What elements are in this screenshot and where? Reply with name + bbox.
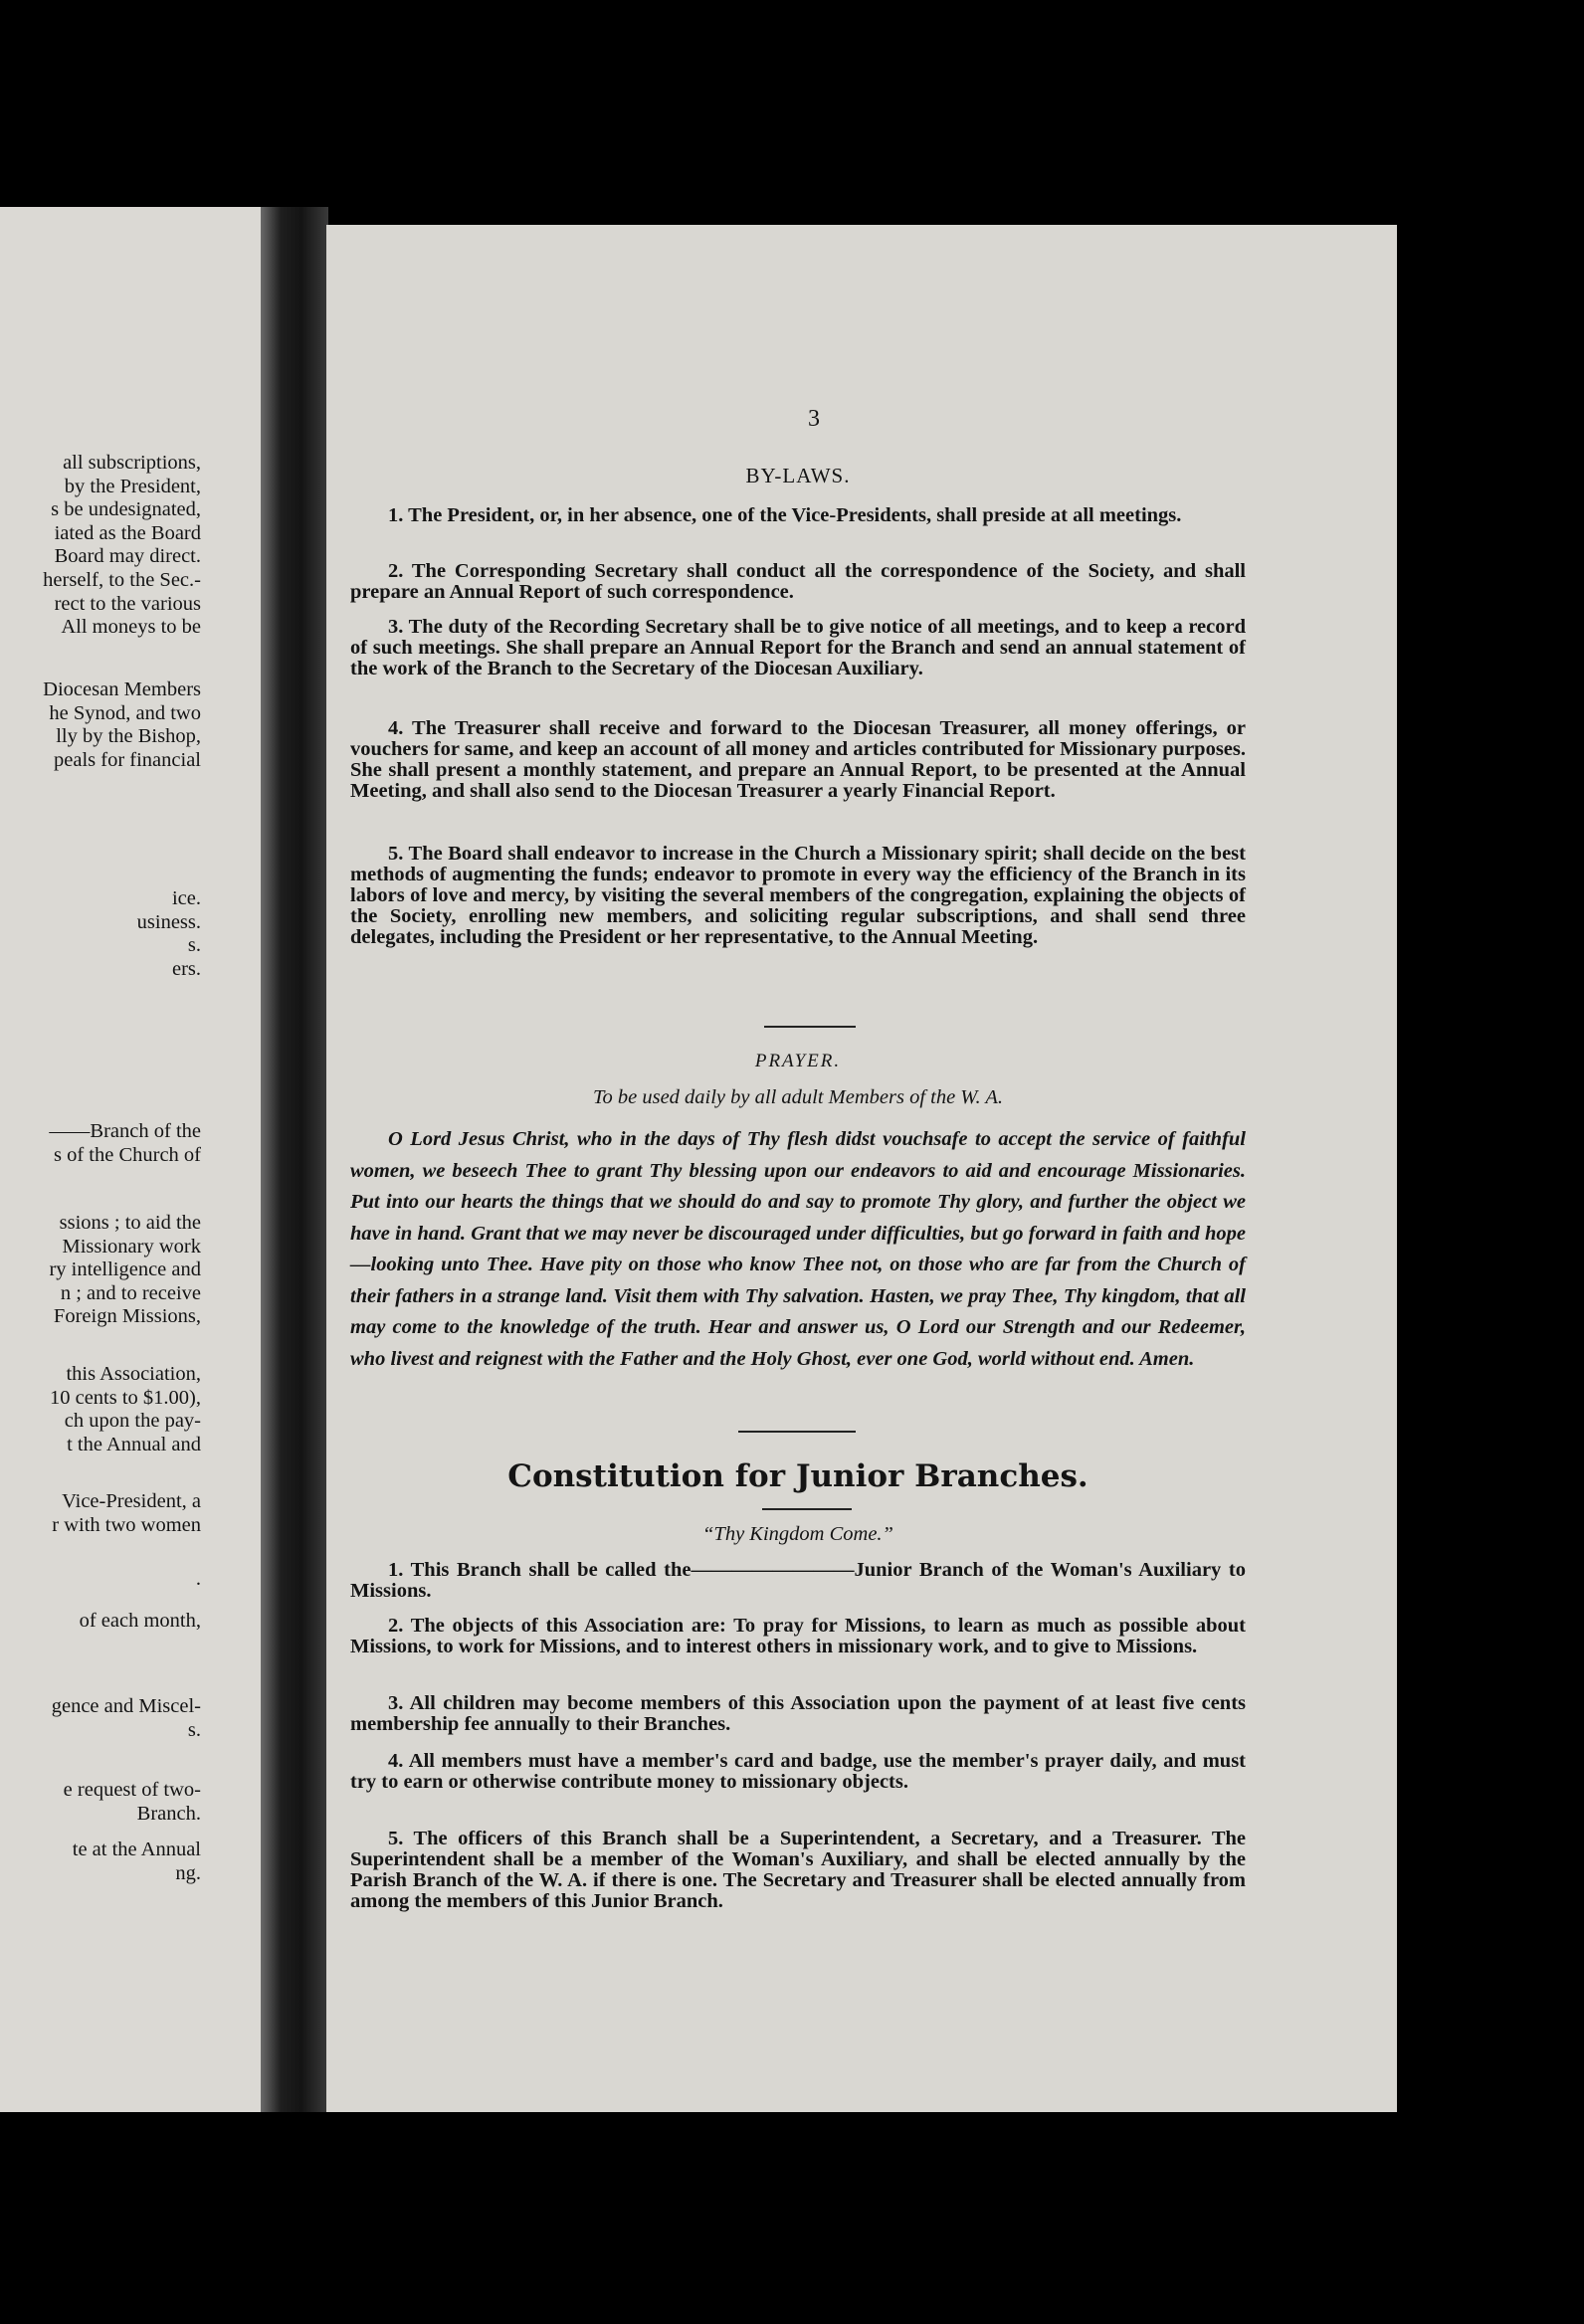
left-text-block-2: Diocesan Members he Synod, and two lly by the Bishop, peals for financial xyxy=(43,678,201,771)
junior-item: 3. All children may become members of this Association upon the payment of at least five cents membership fee annually to their Branches. xyxy=(350,1692,1246,1735)
junior-item: 1. This Branch shall be called the————————Junior Branch of the Woman's Auxiliary to Missions. xyxy=(350,1559,1246,1602)
left-text-block-12: te at the Annual ng. xyxy=(72,1839,201,1884)
prayer-subtitle: To be used daily by all adult Members of the W. A. xyxy=(592,1086,1004,1108)
junior-item: 5. The officers of this Branch shall be a Superintendent, a Secretary, and a Treasurer. The Superintendent shall be a member of the Woman's Auxiliary, and shall be elected annually by the Parish Branch of the W. A. if there is one. The Secretary and Treasurer shall be elected annually from among the members of this Junior Branch. xyxy=(350,1828,1246,1912)
junior-constitution-title: Constitution for Junior Branches. xyxy=(507,1458,1089,1494)
junior-item: 4. All members must have a member's card and badge, use the member's prayer daily, and must try to earn or otherwise contribute money to missionary objects. xyxy=(350,1750,1246,1793)
bylaw-item: 4. The Treasurer shall receive and forward to the Diocesan Treasurer, all money offerings, or vouchers for same, and keep an account of all money and articles contributed for Missionary purposes. She shall present a monthly statement, and prepare an Annual Report, to be presented at the Annual Meeting, and shall also send to the Diocesan Treasurer a yearly Financial Report. xyxy=(350,717,1246,802)
left-text-block-6: this Association, 10 cents to $1.00), ch upon the pay- t the Annual and xyxy=(49,1363,201,1455)
prayer-title: PRAYER. xyxy=(754,1051,842,1071)
left-text-block-8: . xyxy=(195,1568,201,1590)
left-text-block-11: e request of two- Branch. xyxy=(63,1779,201,1825)
bylaw-item: 2. The Corresponding Secretary shall conduct all the correspondence of the Society, and shall prepare an Annual Report of such correspondence. xyxy=(350,560,1246,603)
document-page xyxy=(326,225,1397,2112)
junior-item: 2. The objects of this Association are: To pray for Missions, to learn as much as possible about Missions, to work for Missions, and to interest others in missionary work, and to give to Missions. xyxy=(350,1615,1246,1657)
left-text-block-3: ice. usiness. s. ers. xyxy=(136,887,201,980)
left-text-block-1: all subscriptions, by the President, s be undesignated, iated as the Board Board may direct. herself, to the Sec.- rect to the various All moneys to be xyxy=(43,452,201,639)
bylaw-item: 1. The President, or, in her absence, one of the Vice-Presidents, shall preside at all meetings. xyxy=(388,504,1182,526)
bylaws-title: BY-LAWS. xyxy=(745,464,851,487)
left-text-block-10: gence and Miscel- s. xyxy=(51,1695,201,1741)
left-text-block-5: ssions ; to aid the Missionary work ry intelligence and n ; and to receive Foreign Missions, xyxy=(49,1212,201,1328)
junior-motto: “Thy Kingdom Come.” xyxy=(702,1523,893,1545)
page-number: 3 xyxy=(808,406,820,432)
section-divider xyxy=(738,1431,856,1433)
section-divider xyxy=(762,1508,852,1510)
left-text-block-9: of each month, xyxy=(79,1610,201,1632)
bylaw-item: 5. The Board shall endeavor to increase in the Church a Missionary spirit; shall decide on the best methods of augmenting the funds; endeavor to promote in every way the efficiency of the Branch in its labors of love and mercy, by visiting the several members of the congregation, explaining the objects of the Society, enrolling new members, and soliciting regular subscriptions, and shall send three delegates, including the President or her representative, to the Annual Meeting. xyxy=(350,843,1246,948)
section-divider xyxy=(764,1026,856,1028)
prayer-text: O Lord Jesus Christ, who in the days of Thy flesh didst vouchsafe to accept the service of faithful women, we beseech Thee to grant Thy blessing upon our endeavors to aid and encourage Missionaries. Put into our hearts the things that we should do and say to promote Thy glory, and further the object we have in hand. Grant that we may never be discouraged under difficulties, but go forward in faith and hope—looking unto Thee. Have pity on those who know Thee not, on those who are far from the Church of their fathers in a strange land. Visit them with Thy salvation. Hasten, we pray Thee, Thy kingdom, that all may come to the knowledge of the truth. Hear and answer us, O Lord our Strength and our Redeemer, who livest and reignest with the Father and the Holy Ghost, ever one God, world without end. Amen. xyxy=(350,1128,1246,1370)
page-gutter xyxy=(261,207,328,2112)
left-text-block-4: ——Branch of the s of the Church of xyxy=(49,1120,201,1166)
left-text-block-7: Vice-President, a r with two women xyxy=(52,1490,201,1536)
left-facing-page xyxy=(0,207,271,2112)
bylaw-item: 3. The duty of the Recording Secretary shall be to give notice of all meetings, and to keep a record of such meetings. She shall prepare an Annual Report for the Branch and send an annual statement of the work of the Branch to the Secretary of the Diocesan Auxiliary. xyxy=(350,616,1246,679)
